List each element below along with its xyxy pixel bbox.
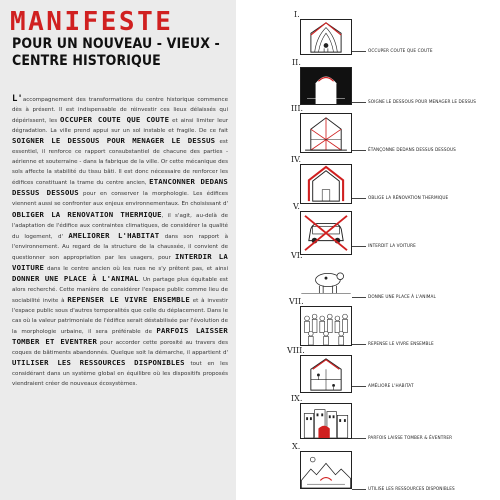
cow-icon	[300, 260, 352, 300]
body-text: pour accorder cette porosité au travers des coques de bâtiments abandonnés. Quelque soit la démarche, il appartient d'	[12, 340, 228, 357]
caption-leader	[352, 438, 366, 439]
step-numeral: II.	[292, 58, 301, 67]
arch-icon	[300, 67, 352, 105]
page-title: MANIFESTE	[10, 7, 174, 37]
keyword: SOIGNER LE DESSOUS POUR MENAGER LE DESSUS	[12, 136, 216, 146]
step-numeral: VII.	[289, 297, 304, 306]
caption-leader	[352, 386, 366, 387]
body-text: et ainsi limiter leur dégradation. La ville prend appui sur un sol instable et fragile. De ce fait	[12, 118, 228, 135]
page-subtitle-line2: CENTRE HISTORIQUE	[12, 51, 161, 69]
body-text: tout en les considérant dans un système global en équilibre où les dispositifs proposés viendraient créer de nouveaux écosystèmes.	[12, 361, 228, 388]
keyword: OBLIGER LA RENOVATION THERMIQUE	[12, 209, 162, 219]
body-text: , il s'agit, au-delà de l'adaptation de l'édifice aux contraintes climatiques, de considérer la qualité du logement, d'	[12, 212, 228, 240]
crossed-car-icon	[300, 211, 352, 255]
illustration-column	[236, 0, 500, 500]
body-text: accompagnement des transformations du centre historique commence dès à présent. Il est indispensable de réinvestir ces lieux délaissés qui dépérissent, les	[12, 97, 228, 125]
landscape-icon	[300, 451, 352, 489]
body-text: pour en conserver la morphologie. Les édifices viennent aussi se confronter aux enjeux environnementaux. En choisissant d'	[12, 191, 228, 208]
step-caption: OBLIGE LA RÉNOVATION THERMIQUE	[368, 195, 449, 200]
step-caption: REPENSE LE VIVRE ENSEMBLE	[368, 341, 434, 346]
page-subtitle-line1: POUR UN NOUVEAU - VIEUX -	[12, 34, 220, 52]
body-text: et à investir l'espace public sous d'autres temporalités que celle du déplacement. Dans le cas où la valeur patrimoniale de l'édifice serait déstabilisée par l'évolution de la morphologie urbaine, il sera préférable de	[12, 297, 228, 336]
caption-leader	[352, 150, 366, 151]
step-caption: AMÉLIORE L'HABITAT	[368, 383, 414, 388]
ruin-facade-icon	[300, 403, 352, 439]
keyword: UTILISER LES RESSOURCES DISPONIBLES	[12, 358, 185, 368]
caption-leader	[352, 297, 366, 298]
body-text: . Un partage plus équitable est alors recherché. Cette manière de considérer l'espace public comme lieu de sociabilité invite à	[12, 276, 228, 304]
step-caption: INTERDIT LA VOITURE	[368, 243, 416, 248]
body-text: est essentiel, il renforce ce rapport consubstantiel de chacune des parties - aérienne et souterraine - dans la fabrique de la ville. Or cette mécanique des sols affecte la stabilité du tissu bâti. Il est donc nécessaire de renforcer les édifices constituant la trame du centre ancien,	[12, 139, 228, 187]
step-numeral: X.	[292, 442, 301, 451]
caption-leader	[352, 344, 366, 345]
keyword: DONNER UNE PLACE À L'ANIMAL	[12, 273, 139, 283]
step-caption: UTILISE LES RESSOURCES DISPONIBLES	[368, 486, 455, 491]
caption-leader	[352, 102, 366, 103]
caption-leader	[352, 198, 366, 199]
insulated-house-icon	[300, 164, 352, 204]
scaffold-house-icon	[300, 113, 352, 153]
house-tent-icon	[300, 19, 352, 55]
step-caption: SOIGNE LE DESSOUS POUR MENAGER LE DESSUS	[368, 99, 477, 104]
drop-cap: L'	[12, 94, 23, 104]
manifesto-paragraph	[12, 94, 228, 389]
step-caption: DONNE UNE PLACE À L'ANIMAL	[368, 294, 436, 299]
step-numeral: IV.	[291, 155, 302, 164]
crowd-icon	[300, 306, 352, 346]
keyword: ETANCONNER DEDANS DESSUS DESSOUS	[12, 177, 228, 198]
step-numeral: VIII.	[287, 346, 305, 355]
body-text: dans le centre ancien où les rues ne s'y prêtent pas, et ainsi	[44, 265, 228, 272]
step-numeral: V.	[293, 202, 300, 211]
keyword: REPENSER LE VIVRE ENSEMBLE	[67, 294, 190, 304]
step-numeral: I.	[294, 10, 300, 19]
step-numeral: IX.	[291, 394, 303, 403]
keyword: AMELIORER L'HABITAT	[68, 230, 160, 240]
body-text: dans son rapport à l'environnement. Au regard de la structure de la chaussée, il convient de questionner son appropriation par les usagers, pour	[12, 233, 228, 261]
keyword: INTERDIR LA VOITURE	[12, 251, 228, 272]
step-numeral: VI.	[291, 251, 303, 260]
step-caption: OCCUPER COUTE QUE COUTE	[368, 48, 433, 53]
keyword: OCCUPER COUTE QUE COUTE	[60, 115, 170, 125]
house-section-icon	[300, 355, 352, 393]
text-column	[0, 0, 236, 500]
caption-leader	[352, 489, 366, 490]
caption-leader	[352, 51, 366, 52]
step-caption: ÉTANÇONNE DEDANS DESSUS DESSOUS	[368, 147, 456, 152]
step-numeral: III.	[291, 104, 304, 113]
caption-leader	[352, 246, 366, 247]
step-caption: PARFOIS LAISSE TOMBER & ÉVENTRER	[368, 435, 453, 440]
keyword: PARFOIS LAISSER TOMBER ET EVENTRER	[12, 326, 228, 347]
